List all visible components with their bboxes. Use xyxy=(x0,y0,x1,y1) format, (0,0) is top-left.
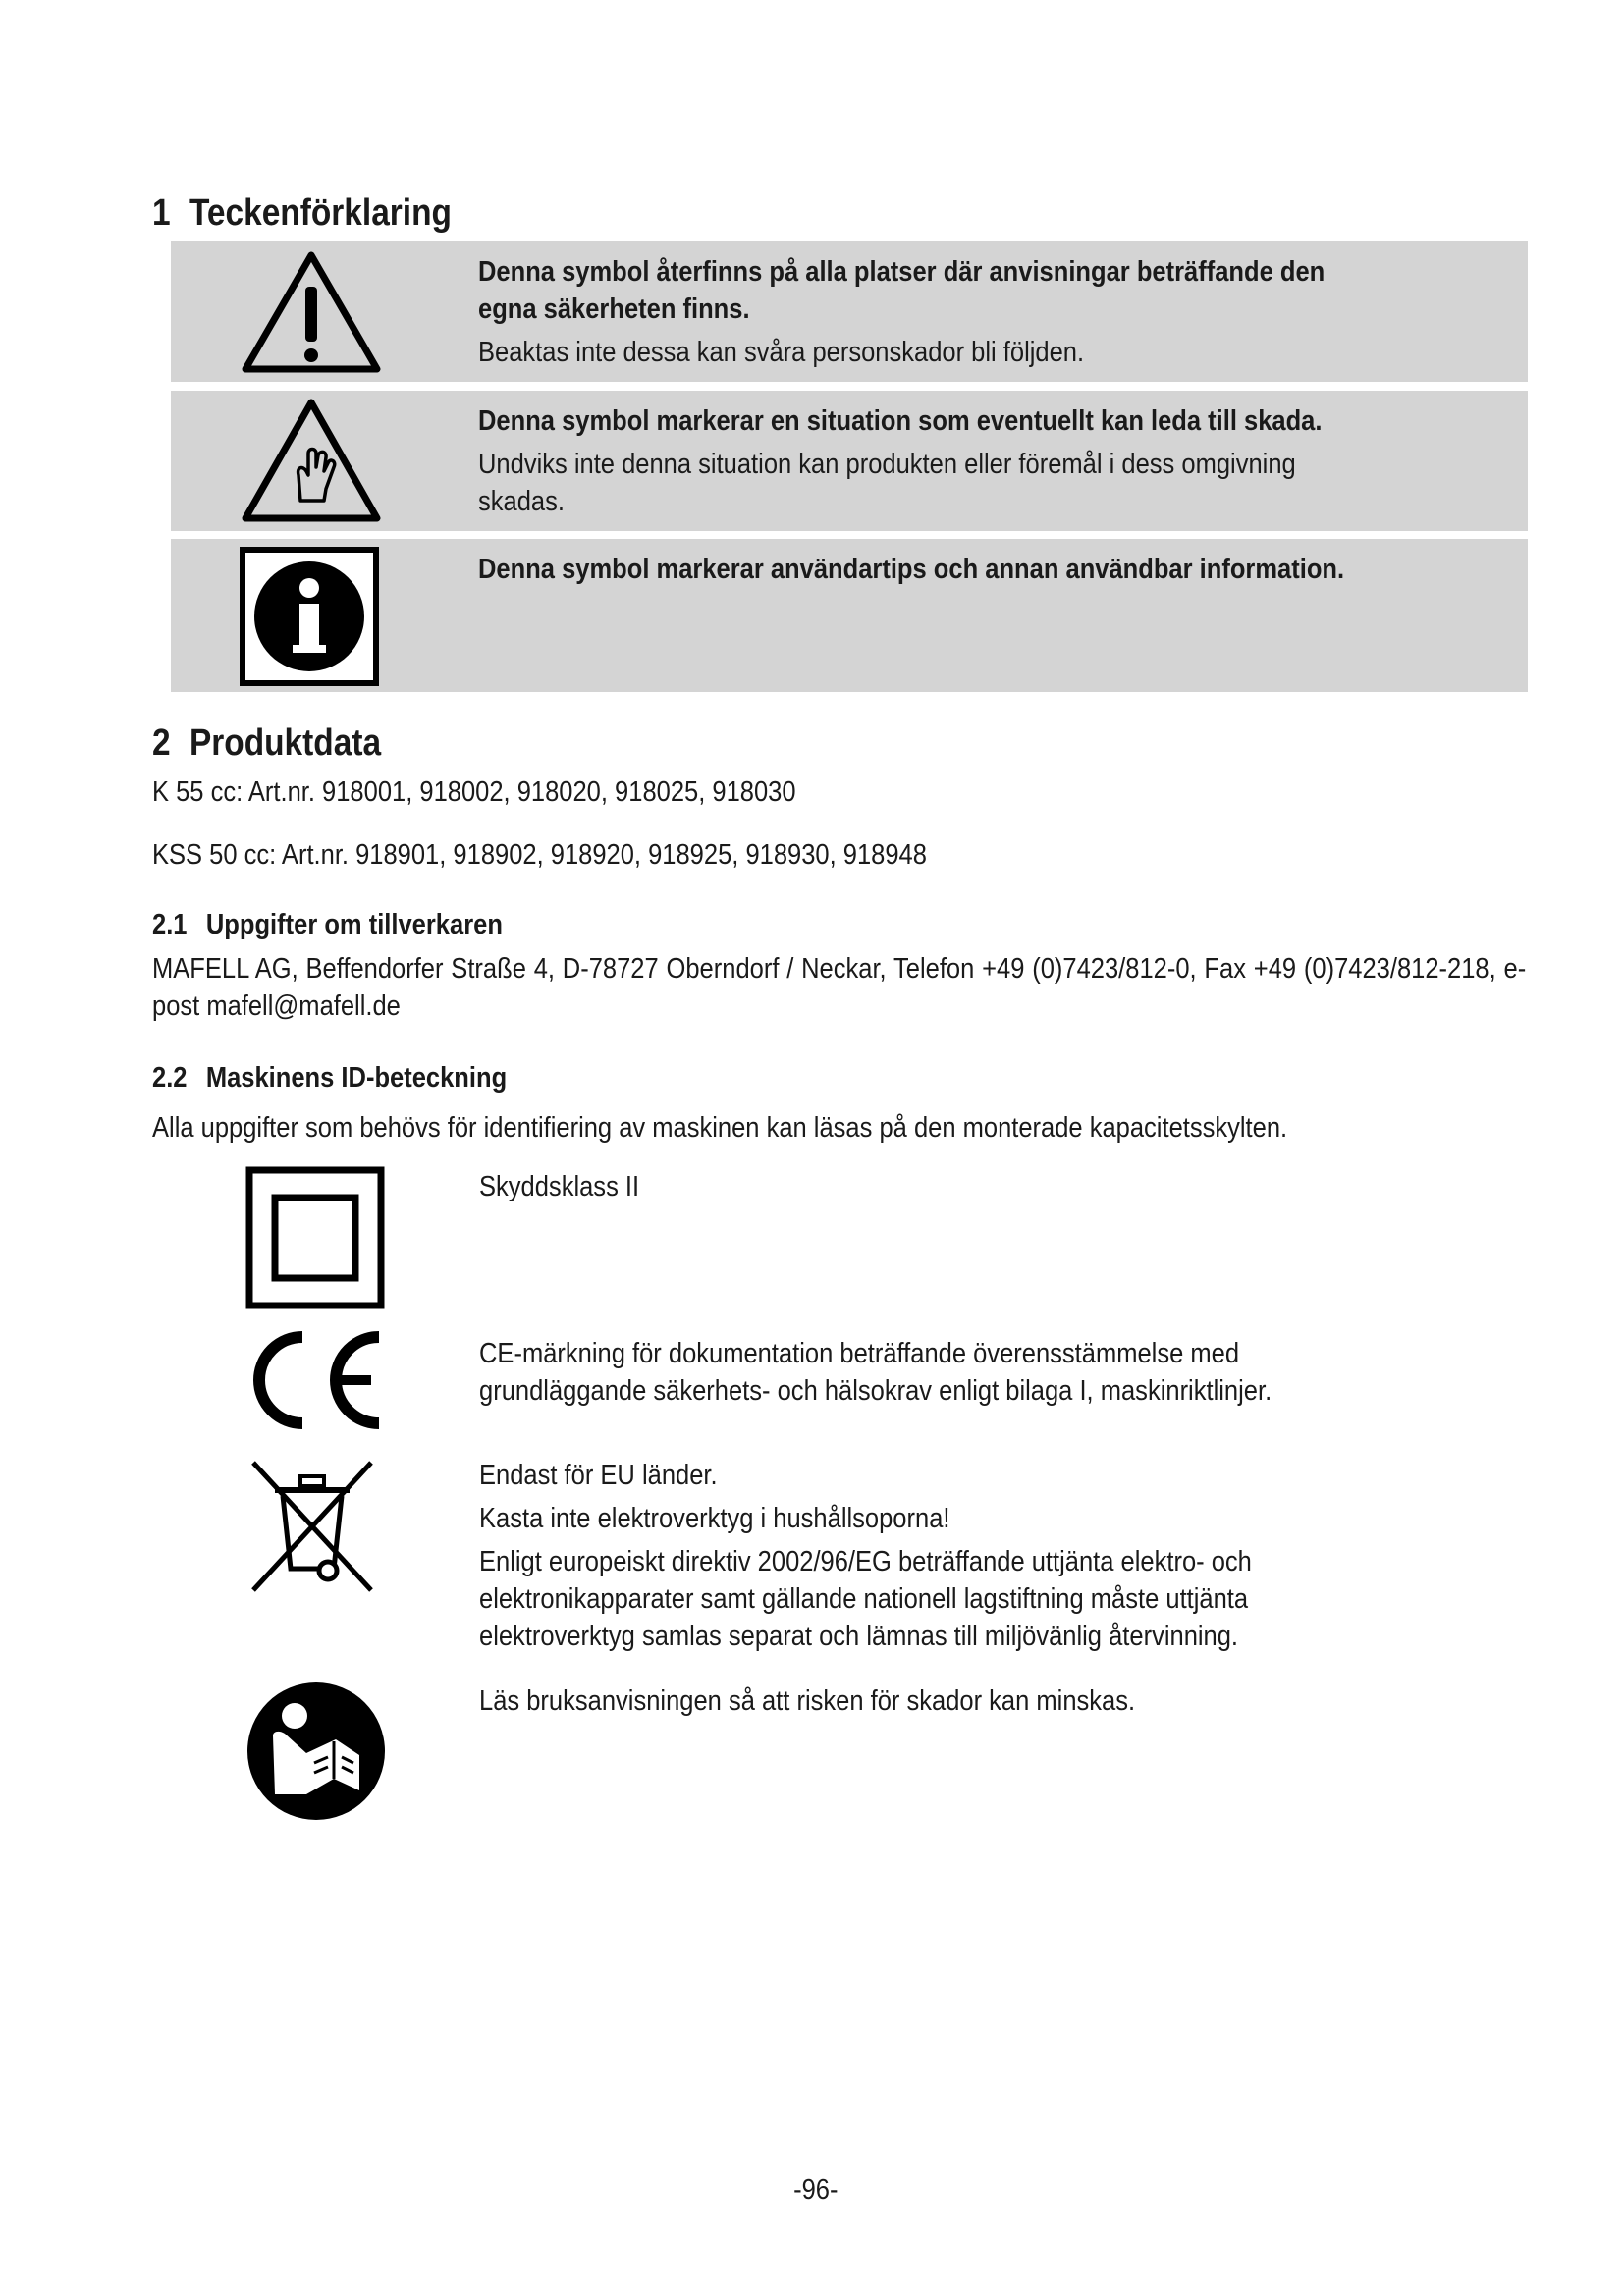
section-title: Maskinens ID-beteckning xyxy=(205,1062,508,1094)
crossed-bin-icon xyxy=(245,1455,379,1598)
caution-hand-icon xyxy=(240,397,383,524)
id-text-read-manual: Läs bruksanvisningen så att risken för skador kan minskas. xyxy=(479,1685,1136,1717)
section-1-heading xyxy=(152,192,452,235)
ce-mark-icon xyxy=(245,1327,391,1433)
section-number: 2.2 xyxy=(152,1062,188,1094)
legend-bold-text: Denna symbol markerar en situation som eventuellt kan leda till skada. xyxy=(478,405,1323,437)
id-text-weee xyxy=(479,1457,1404,1655)
section-title: Uppgifter om tillverkaren xyxy=(205,909,503,940)
legend-text-warning xyxy=(478,253,1377,371)
product-line-k55: K 55 cc: Art.nr. 918001, 918002, 918020, 918025, 918030 xyxy=(152,776,796,808)
id-text-ce: CE-märkning för dokumentation beträffande överensstämmelse med grundläggande säkerhets- och hälsokrav enligt bilaga I, maskinriktlinjer. xyxy=(479,1338,1272,1407)
manufacturer-text: MAFELL AG, Beffendorfer Straße 4, D-78727 Oberndorf / Neckar, Telefon +49 (0)7423/812-0, Fax +49 (0)7423/812-218, e-post mafell@mafell.de xyxy=(152,953,1527,1022)
read-manual-icon xyxy=(245,1681,387,1822)
legend-text-info: Denna symbol markerar användartips och annan användbar information. xyxy=(478,554,1345,585)
product-line-kss50: KSS 50 cc: Art.nr. 918901, 918902, 918920, 918925, 918930, 918948 xyxy=(152,839,927,871)
info-icon xyxy=(240,547,379,686)
section-2-1-heading xyxy=(152,909,503,941)
legend-text-caution xyxy=(478,402,1377,520)
legend-body-text: Undviks inte denna situation kan produkten eller föremål i dess omgivning skadas. xyxy=(478,449,1296,517)
section-2-2-heading xyxy=(152,1062,507,1095)
weee-line: Enligt europeiskt direktiv 2002/96/EG beträffande uttjänta elektro- och elektronikapparater samt gällande nationell lagstiftning måste uttjänta elektroverktyg samlas separat och lämnas till miljövänlig återvinning. xyxy=(479,1546,1252,1652)
legend-body-text: Beaktas inte dessa kan svåra personskador bli följden. xyxy=(478,337,1085,368)
legend-row-info xyxy=(171,539,1528,692)
section-title: Teckenförklaring xyxy=(189,192,452,234)
weee-line: Endast för EU länder. xyxy=(479,1460,718,1491)
legend-row-warning xyxy=(171,241,1528,382)
id-intro-text: Alla uppgifter som behövs för identifiering av maskinen kan läsas på den monterade kapacitetsskylten. xyxy=(152,1112,1288,1144)
page-number: -96- xyxy=(793,2174,839,2206)
legend-bold-text: Denna symbol återfinns på alla platser där anvisningar beträffande den egna säkerheten finns. xyxy=(478,256,1326,325)
warning-exclamation-icon xyxy=(240,249,383,375)
section-title: Produktdata xyxy=(189,722,382,764)
section-2-heading xyxy=(152,722,381,765)
section-number: 2.1 xyxy=(152,909,188,940)
id-text-protection-class: Skyddsklass II xyxy=(479,1171,640,1202)
legend-row-caution xyxy=(171,391,1528,531)
protection-class-ii-icon xyxy=(245,1166,385,1309)
section-number: 2 xyxy=(152,722,171,764)
section-number: 1 xyxy=(152,192,171,234)
weee-line: Kasta inte elektroverktyg i hushållsoporna! xyxy=(479,1503,950,1534)
